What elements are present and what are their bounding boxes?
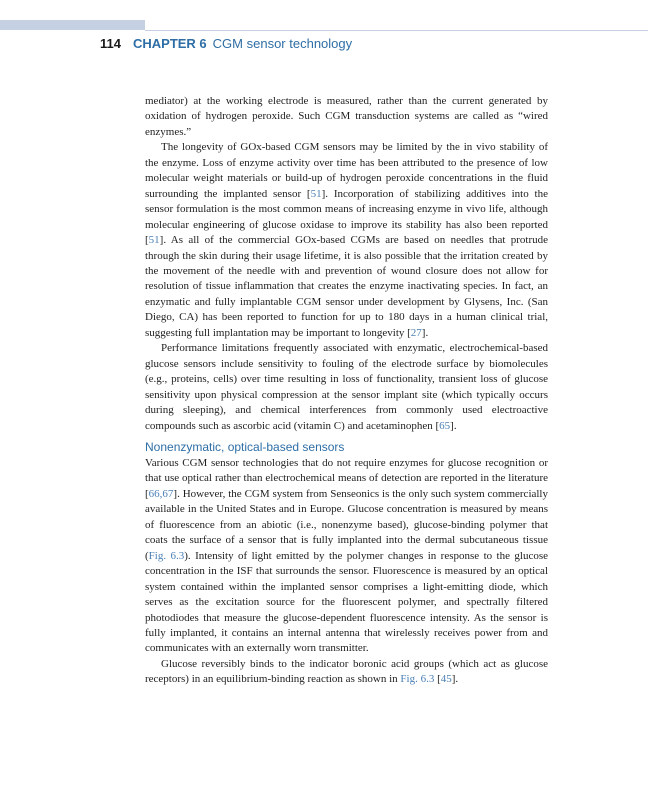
figure-link[interactable]: Fig. 6.3	[400, 673, 435, 686]
text-run: ]. As all of the commercial GOx-based CGMs are based on needles that protrude through the skin during their usage lifetime, it is also possible that the irritation created by the movement of the needle with and prevention of wound closure does not allow for resolution of tissue inflammation that creates the enzyme inactivating species. In fact, an enzymatic and fully implantable CGM sensor under development by Glysens, Inc. (San Diego, CA) has been reported to function for up to 180 days in a human clinical trial, suggesting full implantation may be important to longevity [	[145, 234, 548, 339]
citation-link[interactable]: 66,67	[148, 487, 174, 500]
header-rule	[145, 30, 648, 31]
citation-link[interactable]: 45	[440, 673, 452, 686]
text-run: ].	[421, 326, 429, 339]
text-run: ]. Incorporation of stabilizing additives into the sensor formulation is the most common means of increasing enzyme in vivo life, although molecular engineering of glucose oxidase to improve its stability has also been reported [	[145, 187, 548, 247]
chapter-label: CHAPTER 6	[132, 36, 207, 51]
paragraph-3	[145, 341, 548, 434]
header-accent-bar	[0, 20, 145, 30]
text-run: Various CGM sensor technologies that do not require enzymes for glucose recognition or that use optical rather than electrochemical means of detection are reported in the literature [	[145, 456, 548, 500]
citation-link[interactable]: 27	[410, 326, 422, 339]
text-run: The longevity of GOx-based CGM sensors may be limited by the in vivo stability of the enzyme. Loss of enzyme activity over time has been attributed to the presence of low molecular weight materials or build-up of hydrogen peroxide concentrations in the fluid surrounding the implanted sensor [	[145, 141, 548, 200]
citation-link[interactable]: 51	[310, 187, 322, 200]
citation-link[interactable]: 65	[439, 419, 451, 432]
text-run: [	[434, 673, 441, 686]
text-run: ].	[450, 419, 457, 432]
body-text	[145, 94, 548, 688]
text-run: ]. However, the CGM system from Senseonics is the only such system commercially available in the United States and in Europe. Glucose concentration is measured by means of fluorescence from an abiotic (i.e., nonenzyme based), glucose-binding polymer that coats the surface of a sensor that is fully implanted into the dermal subcutaneous tissue (	[145, 487, 548, 562]
paragraph-2	[145, 140, 548, 341]
paragraph-4	[145, 456, 548, 657]
page-number: 114	[100, 36, 121, 51]
text-run: Performance limitations frequently associated with enzymatic, electrochemical-based glucose sensors include sensitivity to fouling of the electrode surface by biomolecules (e.g., proteins, cells) over time resulting in loss of functionality, transient loss of glucose sensitivity upon physical compression at the sensor implant site (which typically occurs during sleeping), and chemical interferences from commonly used electroactive compounds such as ascorbic acid (vitamin C) and acetaminophen [	[145, 342, 548, 432]
text-run: ].	[451, 673, 459, 686]
running-header	[100, 36, 352, 51]
text-run: Glucose reversibly binds to the indicator boronic acid groups (which act as glucose receptors) in an equilibrium-binding reaction as shown in	[145, 657, 548, 686]
section-heading: Nonenzymatic, optical-based sensors	[145, 439, 345, 454]
chapter-title: CGM sensor technology	[212, 36, 353, 51]
paragraph-1: mediator) at the working electrode is measured, rather than the current generated by oxidation of hydrogen peroxide. Such CGM transduction systems are called as “wired enzymes.”	[145, 95, 548, 138]
text-run: ). Intensity of light emitted by the polymer changes in response to the glucose concentration in the ISF that surrounds the sensor. Fluorescence is measured by an optical system contained within the implanted sensor comprises a light-emitting diode, which serves as the excitation source for the fluorescent polymer, and spectrally filtered photodiodes that measure the glucose-dependent fluorescence intensity. As the sensor is fully implanted, it contains an internal antenna that wirelessly receives power from and communicates with an externally worn transmitter.	[145, 549, 548, 655]
citation-link[interactable]: 51	[148, 234, 160, 247]
paragraph-5	[145, 657, 548, 688]
figure-link[interactable]: Fig. 6.3	[148, 549, 185, 562]
